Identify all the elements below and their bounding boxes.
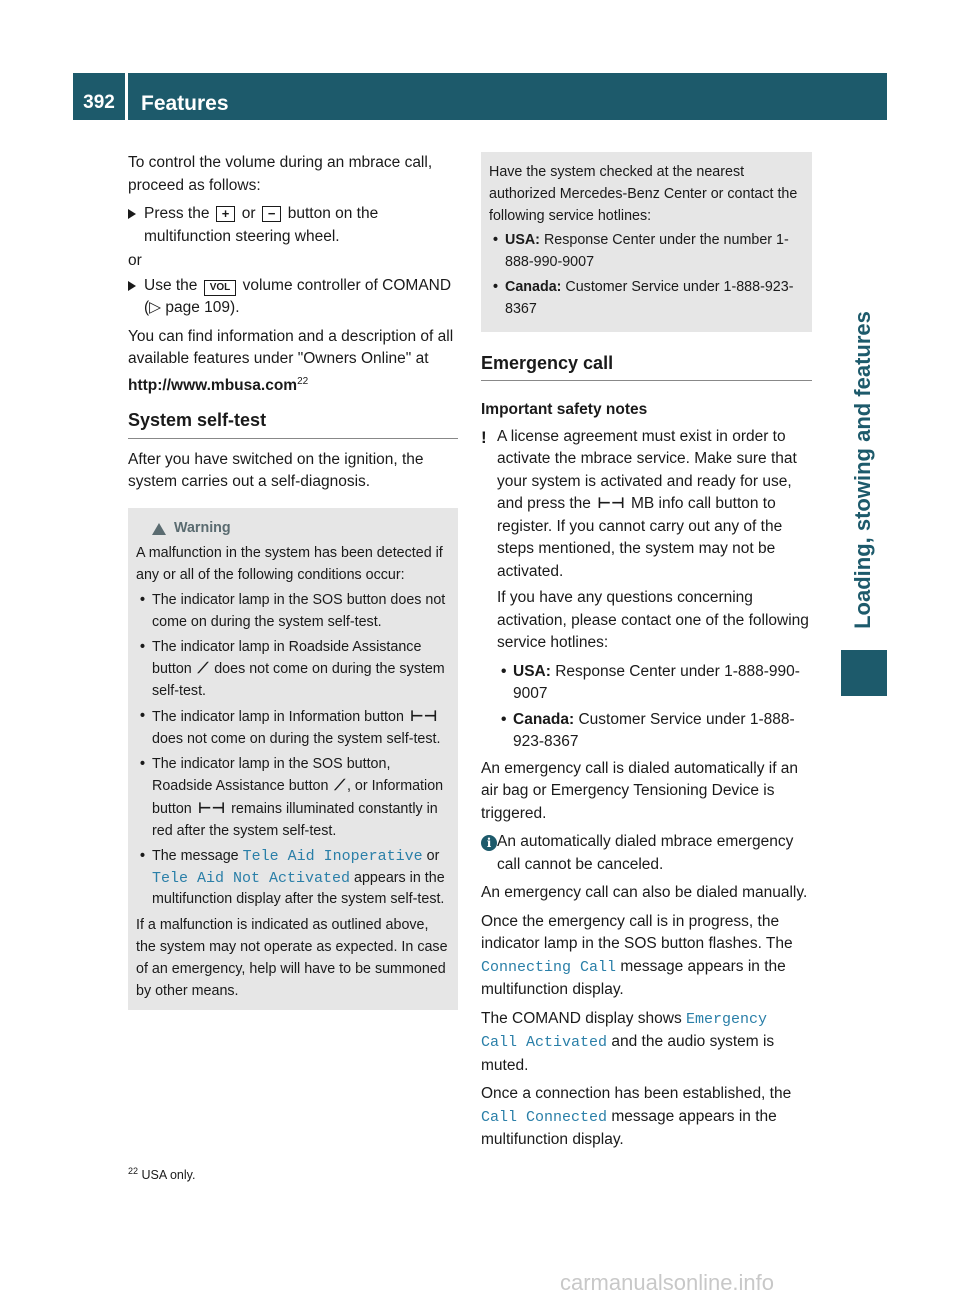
selftest-text: After you have switched on the ignition, the system carries out a self-diagnosis. xyxy=(128,450,424,491)
note-text: A license agreement must exist in order to activate the mbrace service. Make sure that your system is activated and ready for use, and press the xyxy=(497,427,797,513)
paragraph-text: message appears in the multifunction display. xyxy=(481,1107,777,1149)
display-message: Tele Aid Not Activated xyxy=(152,869,351,887)
mb-info-call-icon: ⊢⊣ xyxy=(597,495,625,513)
bullet-text: The message xyxy=(152,847,239,864)
bullet-text: does not come on during the system self-test. xyxy=(152,730,441,747)
left-column xyxy=(128,152,458,1020)
bullet-text: The indicator lamp in Roadside Assistance button xyxy=(152,638,422,678)
auto-dial-text: An emergency call is dialed automatically if an air bag or Emergency Tensioning Device is triggered. xyxy=(481,759,799,822)
heading-system-self-test: System self-test xyxy=(128,409,458,439)
exclamation-icon: ! xyxy=(481,427,487,447)
step-text: button on the multifunction steering wheel. xyxy=(144,205,379,245)
warning-triangle-icon xyxy=(152,523,166,535)
watermark: carmanualsonline.info xyxy=(560,1270,775,1295)
warning-box xyxy=(128,508,458,1011)
warning-intro: A malfunction in the system has been detected if any or all of the following conditions occur: xyxy=(136,545,443,584)
bullet-text: The indicator lamp in the SOS button, Roadside Assistance button xyxy=(152,755,391,795)
step-vol-controller xyxy=(128,275,458,320)
section-title: Features xyxy=(141,92,229,115)
warning-title xyxy=(152,518,450,540)
display-message: Emergency Call Activated xyxy=(481,1010,768,1052)
step-text: volume controller of COMAND (▷ page 109). xyxy=(144,276,452,316)
footnote-text: USA only. xyxy=(141,1168,196,1183)
note-text: MB info call button to register. If you cannot carry out any of the steps mentioned, the system may not be activated. xyxy=(497,495,783,580)
usa-text: Response Center under 1-888-990-9007 xyxy=(513,662,800,703)
note-hotline-text: If you have any questions concerning activation, please contact one of the following service hotlines: xyxy=(497,589,809,652)
bullet-text: appears in the multifunction display after the system self-test. xyxy=(152,869,445,908)
side-tab-marker xyxy=(841,650,887,696)
mbusa-url: http://www.mbusa.com xyxy=(128,376,298,394)
step-press-buttons xyxy=(128,203,458,248)
warning-title-text: Warning xyxy=(174,519,231,536)
volume-down-icon: − xyxy=(262,206,282,222)
bullet-text: does not come on during the system self-test. xyxy=(152,661,445,700)
hotline-intro: Have the system checked at the nearest authorized Mercedes-Benz Center or contact the following service hotlines: xyxy=(489,164,798,224)
display-message: Tele Aid Inoperative xyxy=(242,847,423,865)
vol-icon: VOL xyxy=(204,280,237,296)
info-icon: i xyxy=(481,835,497,851)
step-text: Use the xyxy=(144,276,198,294)
info-text: You can find information and a description of all available features under "Owners Online" at xyxy=(128,327,454,367)
info-note xyxy=(481,831,812,876)
canada-label: Canada: xyxy=(505,278,562,295)
volume-intro: To control the volume during an mbrace call, proceed as follows: xyxy=(128,154,433,194)
connected-text xyxy=(481,1083,812,1152)
step-arrow-icon xyxy=(128,281,136,291)
usa-text: Response Center under the number 1-888-990-9007 xyxy=(505,232,789,271)
paragraph-text: message appears in the multifunction display. xyxy=(481,957,786,999)
roadside-assistance-icon: ⟋ xyxy=(197,660,209,678)
canada-label: Canada: xyxy=(513,710,575,728)
license-note xyxy=(481,426,812,754)
step-text: Press the xyxy=(144,205,210,222)
or-text: or xyxy=(128,252,142,269)
paragraph-text: Once a connection has been established, the xyxy=(481,1085,792,1103)
usa-label: USA: xyxy=(513,662,551,680)
warning-bullet: • The indicator lamp in the SOS button does not come on during the system self-test. xyxy=(136,590,450,634)
right-column xyxy=(481,152,812,1158)
paragraph-text: The COMAND display shows xyxy=(481,1009,682,1027)
footnote-ref: 22 xyxy=(297,375,309,387)
owners-online-text xyxy=(128,326,458,398)
display-message: Call Connected xyxy=(481,1108,608,1126)
side-tab-label: Loading, stowing and features xyxy=(850,311,875,629)
bullet-text: remains illuminated constantly in red after the system self-test. xyxy=(152,801,438,840)
progress-text xyxy=(481,911,812,1002)
canada-text: Customer Service under 1-888-923-8367 xyxy=(505,278,794,317)
manual-dial-text: An emergency call can also be dialed manually. xyxy=(481,884,808,902)
warning-bullet xyxy=(136,846,450,911)
warning-bullet xyxy=(136,637,450,703)
footnote-number: 22 xyxy=(128,1166,139,1176)
warning-bullet xyxy=(136,706,450,751)
warning-bullet xyxy=(136,754,450,843)
info-note-text: An automatically dialed mbrace emergency call cannot be canceled. xyxy=(497,833,794,873)
bullet-text: The indicator lamp in Information button xyxy=(152,709,404,726)
comand-text xyxy=(481,1008,812,1078)
warning-closing: If a malfunction is indicated as outlined above, the system may not operate as expected. In case of an emergency, help will have to be summoned by other means. xyxy=(136,917,448,999)
note-hotline-usa xyxy=(497,661,812,706)
hotline-box xyxy=(481,152,812,332)
volume-up-icon: + xyxy=(216,206,236,222)
note-hotline-canada xyxy=(497,709,812,754)
heading-emergency-call: Emergency call xyxy=(481,352,812,382)
usa-label: USA: xyxy=(505,232,540,249)
step-text: or xyxy=(241,205,256,222)
step-arrow-icon xyxy=(128,209,136,219)
hotline-canada xyxy=(489,277,804,321)
roadside-assistance-icon: ⟋ xyxy=(334,777,345,795)
page-number: 392 xyxy=(83,92,115,113)
paragraph-text: Once the emergency call is in progress, the indicator lamp in the SOS button flashes. The xyxy=(481,912,793,953)
bullet-text: or xyxy=(426,847,440,864)
paragraph-text: and the audio system is muted. xyxy=(481,1033,775,1074)
information-button-icon: ⊢⊣ xyxy=(409,708,438,726)
footnote xyxy=(128,1166,195,1182)
header-divider xyxy=(125,73,128,120)
display-message: Connecting Call xyxy=(481,958,617,976)
hotline-usa xyxy=(489,230,804,274)
canada-text: Customer Service under 1-888-923-8367 xyxy=(513,710,795,751)
bullet-text: , or Information button xyxy=(152,778,444,818)
heading-safety-notes: Important safety notes xyxy=(481,401,648,419)
information-button-icon: ⊢⊣ xyxy=(197,800,226,818)
